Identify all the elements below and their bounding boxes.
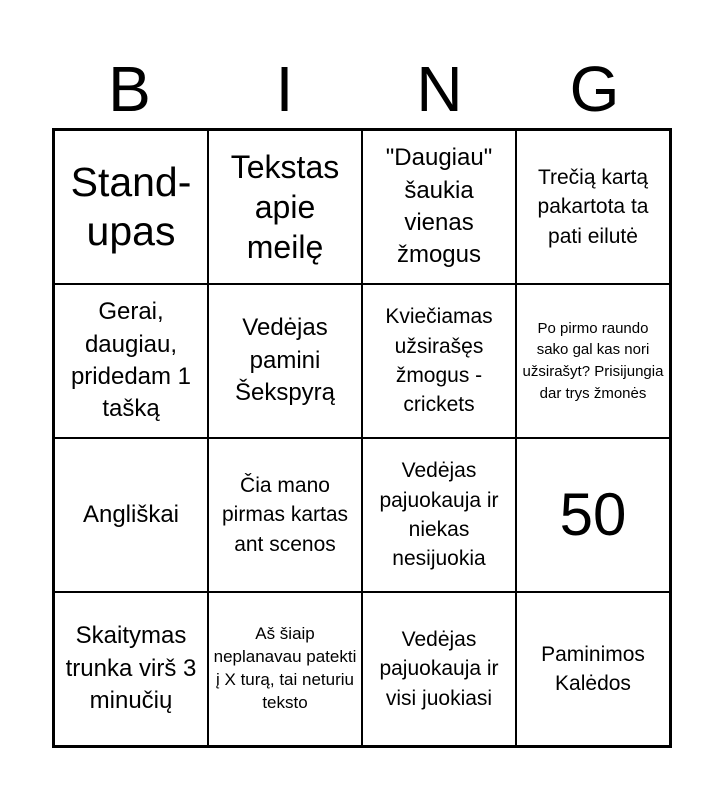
cell-text: Angliškai	[82, 500, 180, 528]
bingo-cell[interactable]	[208, 130, 362, 284]
cell-text: Gerai, daugiau, pridedam 1 tašką	[70, 298, 192, 423]
cell-text: Skaitymas trunka virš 3 minučių	[65, 622, 197, 715]
bingo-cell[interactable]	[516, 130, 670, 284]
cell-text: Tekstas apie meilę	[230, 149, 340, 265]
bingo-cell[interactable]	[516, 284, 670, 438]
bingo-cell[interactable]	[208, 592, 362, 746]
cell-text: Po pirmo raundo sako gal kas nori užsirašyt? Prisijungia dar trys žmonės	[522, 319, 664, 402]
cell-text: Čia mano pirmas kartas ant scenos	[221, 473, 349, 556]
header-letter-n: N	[416, 53, 463, 125]
header-letter-g: G	[569, 53, 620, 125]
bingo-board	[52, 128, 672, 748]
bingo-cell[interactable]	[54, 130, 208, 284]
cell-text: 50	[559, 481, 627, 548]
cell-text: Vedėjas pajuokauja ir niekas nesijuokia	[379, 459, 499, 571]
bingo-cell[interactable]	[362, 592, 516, 746]
cell-text: Vedėjas pajuokauja ir visi juokiasi	[379, 627, 499, 710]
cell-text: Trečią kartą pakartota ta pati eilutė	[537, 165, 649, 248]
cell-text: "Daugiau" šaukia vienas žmogus	[385, 144, 493, 269]
bingo-cell[interactable]	[362, 438, 516, 592]
bingo-cell[interactable]	[362, 284, 516, 438]
bingo-cell[interactable]	[208, 438, 362, 592]
bingo-cell[interactable]	[208, 284, 362, 438]
bingo-cell[interactable]	[516, 438, 670, 592]
cell-text: Kviečiamas užsirašęs žmogus - crickets	[385, 305, 493, 417]
cell-text: Vedėjas pamini Šekspyrą	[234, 314, 336, 407]
cell-text: Paminimos Kalėdos	[541, 642, 645, 695]
cell-text: Stand-upas	[70, 158, 192, 254]
bingo-cell[interactable]	[54, 438, 208, 592]
bingo-cell[interactable]	[362, 130, 516, 284]
header-letter-i: I	[275, 53, 294, 125]
bingo-cell[interactable]	[54, 592, 208, 746]
bingo-cell[interactable]	[54, 284, 208, 438]
header-letter-b: B	[108, 53, 151, 125]
bingo-header	[52, 50, 672, 128]
bingo-cell[interactable]	[516, 592, 670, 746]
cell-text: Aš šiaip neplanavau patekti į X turą, tai neturiu teksto	[213, 624, 357, 712]
